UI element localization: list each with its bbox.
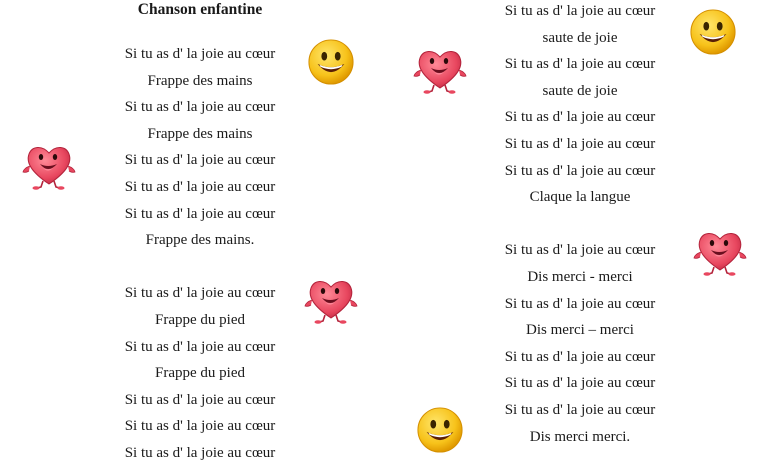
lyric-line: Si tu as d' la joie au cœur bbox=[124, 152, 276, 169]
lyric-line: Si tu as d' la joie au cœur bbox=[124, 46, 276, 62]
lyric-line: Si tu as d' la joie au cœur bbox=[124, 418, 276, 435]
lyric-line: Si tu as d' la joie au cœur bbox=[504, 348, 656, 365]
lyric-line: Si tu as d' la joie au cœur bbox=[124, 99, 276, 116]
lyric-line: Si tu as d' la joie au cœur bbox=[504, 162, 656, 179]
lyric-line: Dis merci – merci bbox=[526, 322, 634, 339]
verse-4 bbox=[480, 237, 680, 450]
lyric-line: saute de joie bbox=[542, 29, 618, 46]
lyric-line: Si tu as d' la joie au cœur bbox=[504, 56, 656, 73]
lyric-line: Frappe des mains bbox=[147, 72, 253, 89]
lyric-line: Si tu as d' la joie au cœur bbox=[124, 391, 276, 408]
lyric-line: saute de joie bbox=[542, 82, 618, 99]
lyric-line: Si tu as d' la joie au cœur bbox=[504, 375, 656, 392]
smiling-heart-icon bbox=[692, 226, 748, 276]
verse-2 bbox=[100, 280, 300, 466]
lyric-line: Frappe du pied bbox=[155, 365, 245, 382]
lyric-line: Frappe des mains. bbox=[145, 232, 255, 249]
smiley-face-icon bbox=[689, 8, 737, 56]
lyric-line: Frappe des mains bbox=[147, 125, 253, 142]
smiling-heart-icon bbox=[303, 274, 359, 324]
lyric-line: Si tu as d' la joie au cœur bbox=[504, 109, 656, 126]
lyric-line: Frappe du pied bbox=[155, 311, 245, 328]
lyric-line: Si tu as d' la joie au cœur bbox=[504, 295, 656, 312]
song-title: Chanson enfantine bbox=[137, 1, 263, 18]
smiling-heart-icon bbox=[21, 140, 77, 190]
lyric-line: Dis merci merci. bbox=[529, 428, 631, 445]
smiling-heart-icon bbox=[412, 44, 468, 94]
lyric-line: Si tu as d' la joie au cœur bbox=[124, 338, 276, 355]
lyric-line: Si tu as d' la joie au cœur bbox=[504, 135, 656, 152]
verse-3 bbox=[480, 0, 680, 211]
lyric-line: Si tu as d' la joie au cœur bbox=[124, 178, 276, 195]
smiley-face-icon bbox=[307, 38, 355, 86]
lyric-line: Si tu as d' la joie au cœur bbox=[124, 444, 276, 461]
left-column bbox=[100, 0, 300, 467]
smiley-face-icon bbox=[416, 406, 464, 454]
lyric-line: Si tu as d' la joie au cœur bbox=[504, 242, 656, 259]
verse-1 bbox=[100, 41, 300, 254]
lyric-line: Si tu as d' la joie au cœur bbox=[124, 285, 276, 302]
lyric-line: Dis merci - merci bbox=[527, 268, 633, 285]
lyric-line: Si tu as d' la joie au cœur bbox=[504, 401, 656, 418]
lyric-line: Si tu as d' la joie au cœur bbox=[504, 3, 656, 19]
right-column bbox=[480, 0, 680, 450]
lyric-line: Si tu as d' la joie au cœur bbox=[124, 205, 276, 222]
lyric-line: Claque la langue bbox=[529, 189, 631, 206]
